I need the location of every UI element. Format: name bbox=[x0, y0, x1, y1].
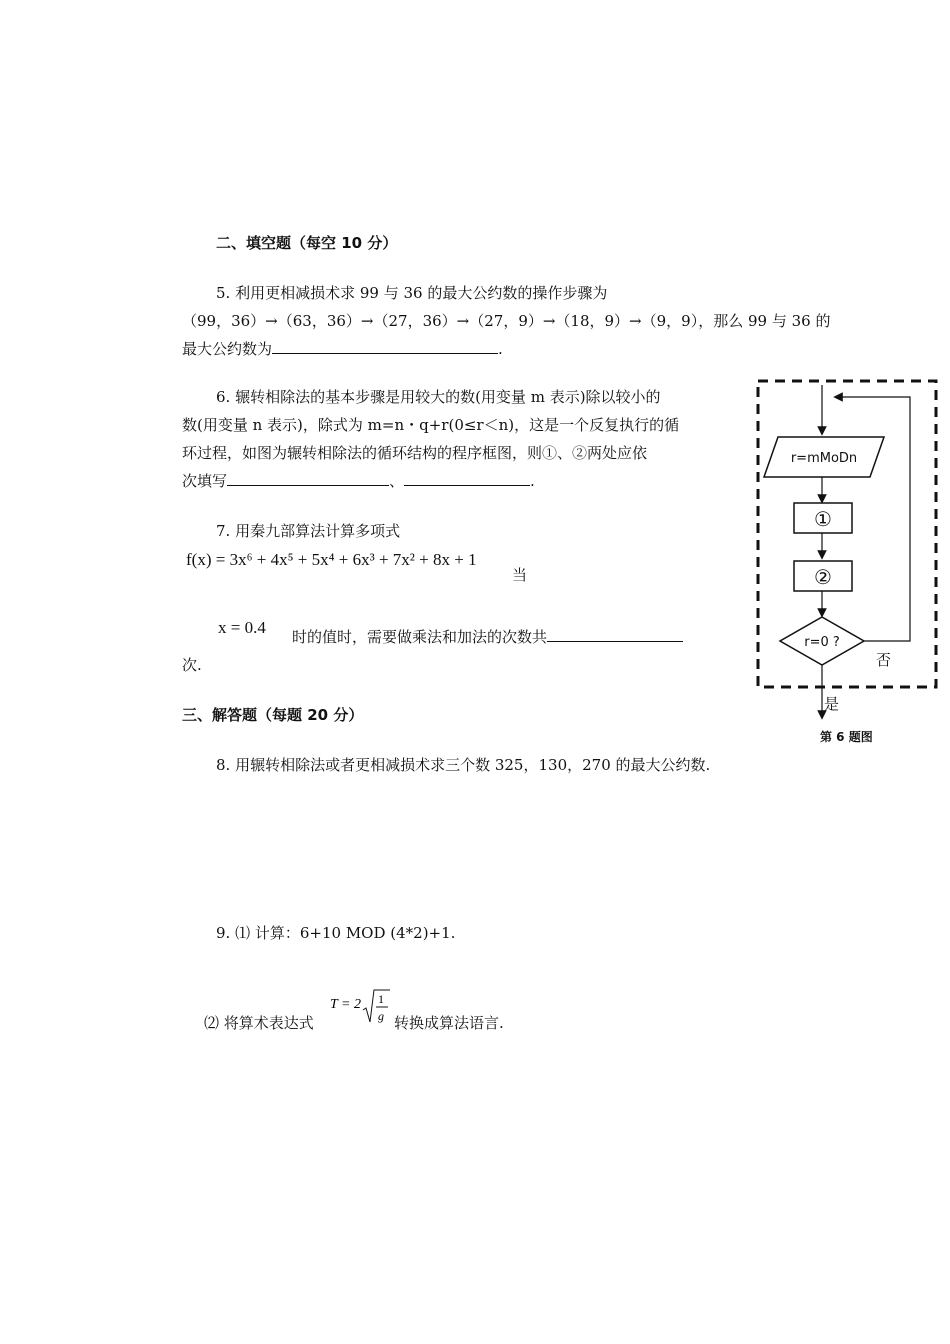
q9-part-1: 9. ⑴ 计算：6+10 MOD (4*2)+1. bbox=[216, 924, 456, 942]
q6-line-4 bbox=[182, 470, 535, 491]
yes-branch-label: 是 bbox=[824, 695, 840, 713]
mod-process-label: r=mMoDn bbox=[790, 451, 858, 466]
q7-when-text: 当 bbox=[512, 566, 528, 584]
q5-line-1: 5. 利用更相减损术求 99 与 36 的最大公约数的操作步骤为 bbox=[216, 284, 608, 302]
q6-line-4-suffix: . bbox=[530, 472, 535, 490]
q6-separator: 、 bbox=[389, 472, 405, 490]
q6-blank-1[interactable] bbox=[227, 471, 389, 486]
no-branch-label: 否 bbox=[876, 651, 892, 669]
step-1-label: ① bbox=[814, 507, 832, 531]
q9-formula bbox=[330, 984, 392, 1032]
flowchart-figure bbox=[752, 375, 942, 750]
q6-line-3: 环过程，如图为辗转相除法的循环结构的程序框图，则①、②两处应依 bbox=[182, 444, 648, 462]
q7-x-value: x = 0.4 bbox=[218, 618, 266, 637]
q5-line-3 bbox=[182, 338, 503, 359]
q9-formula-denominator: g bbox=[378, 1009, 384, 1023]
q5-line-3-suffix: . bbox=[498, 340, 503, 358]
q7-line-3 bbox=[292, 626, 683, 647]
q7-polynomial-formula: f(x) = 3x⁶ + 4x⁵ + 5x⁴ + 6x³ + 7x² + 8x + 1 bbox=[186, 550, 477, 569]
q6-line-2: 数(用变量 n 表示)，除式为 m=n・q+r(0≤r＜n)，这是一个反复执行的循 bbox=[182, 416, 680, 434]
q5-answer-blank[interactable] bbox=[272, 339, 498, 354]
q7-line-4: 次. bbox=[182, 656, 202, 674]
step-2-label: ② bbox=[814, 565, 832, 589]
sqrt-sign-icon bbox=[363, 990, 390, 1022]
q7-answer-blank[interactable] bbox=[547, 627, 683, 642]
figure-caption: 第 6 题图 bbox=[820, 730, 873, 744]
section-2-heading: 二、填空题（每空 10 分） bbox=[216, 234, 398, 252]
q6-line-1: 6. 辗转相除法的基本步骤是用较大的数(用变量 m 表示)除以较小的 bbox=[216, 388, 661, 406]
q9-part-2-suffix: 转换成算法语言. bbox=[394, 1014, 504, 1032]
q7-line-1: 7. 用秦九部算法计算多项式 bbox=[216, 522, 401, 540]
q9-part-2-prefix: ⑵ 将算术表达式 bbox=[204, 1014, 314, 1032]
q9-formula-T: T = 2 bbox=[330, 997, 361, 1012]
decision-label: r=0 ? bbox=[804, 635, 840, 650]
q6-blank-2[interactable] bbox=[404, 471, 530, 486]
q5-line-2: （99，36）→（63，36）→（27，36）→（27，9）→（18，9）→（9，9），那么 99 与 36 的 bbox=[182, 312, 831, 330]
q9-formula-numerator: 1 bbox=[378, 992, 384, 1006]
q7-line-3-text: 时的值时，需要做乘法和加法的次数共 bbox=[292, 628, 548, 646]
section-3-heading: 三、解答题（每题 20 分） bbox=[182, 706, 364, 724]
q6-line-4-prefix: 次填写 bbox=[182, 472, 228, 490]
q5-line-3-prefix: 最大公约数为 bbox=[182, 340, 273, 358]
q9-sqrt-formula bbox=[330, 984, 392, 1028]
q8-text: 8. 用辗转相除法或者更相减损术求三个数 325，130，270 的最大公约数. bbox=[216, 756, 711, 774]
